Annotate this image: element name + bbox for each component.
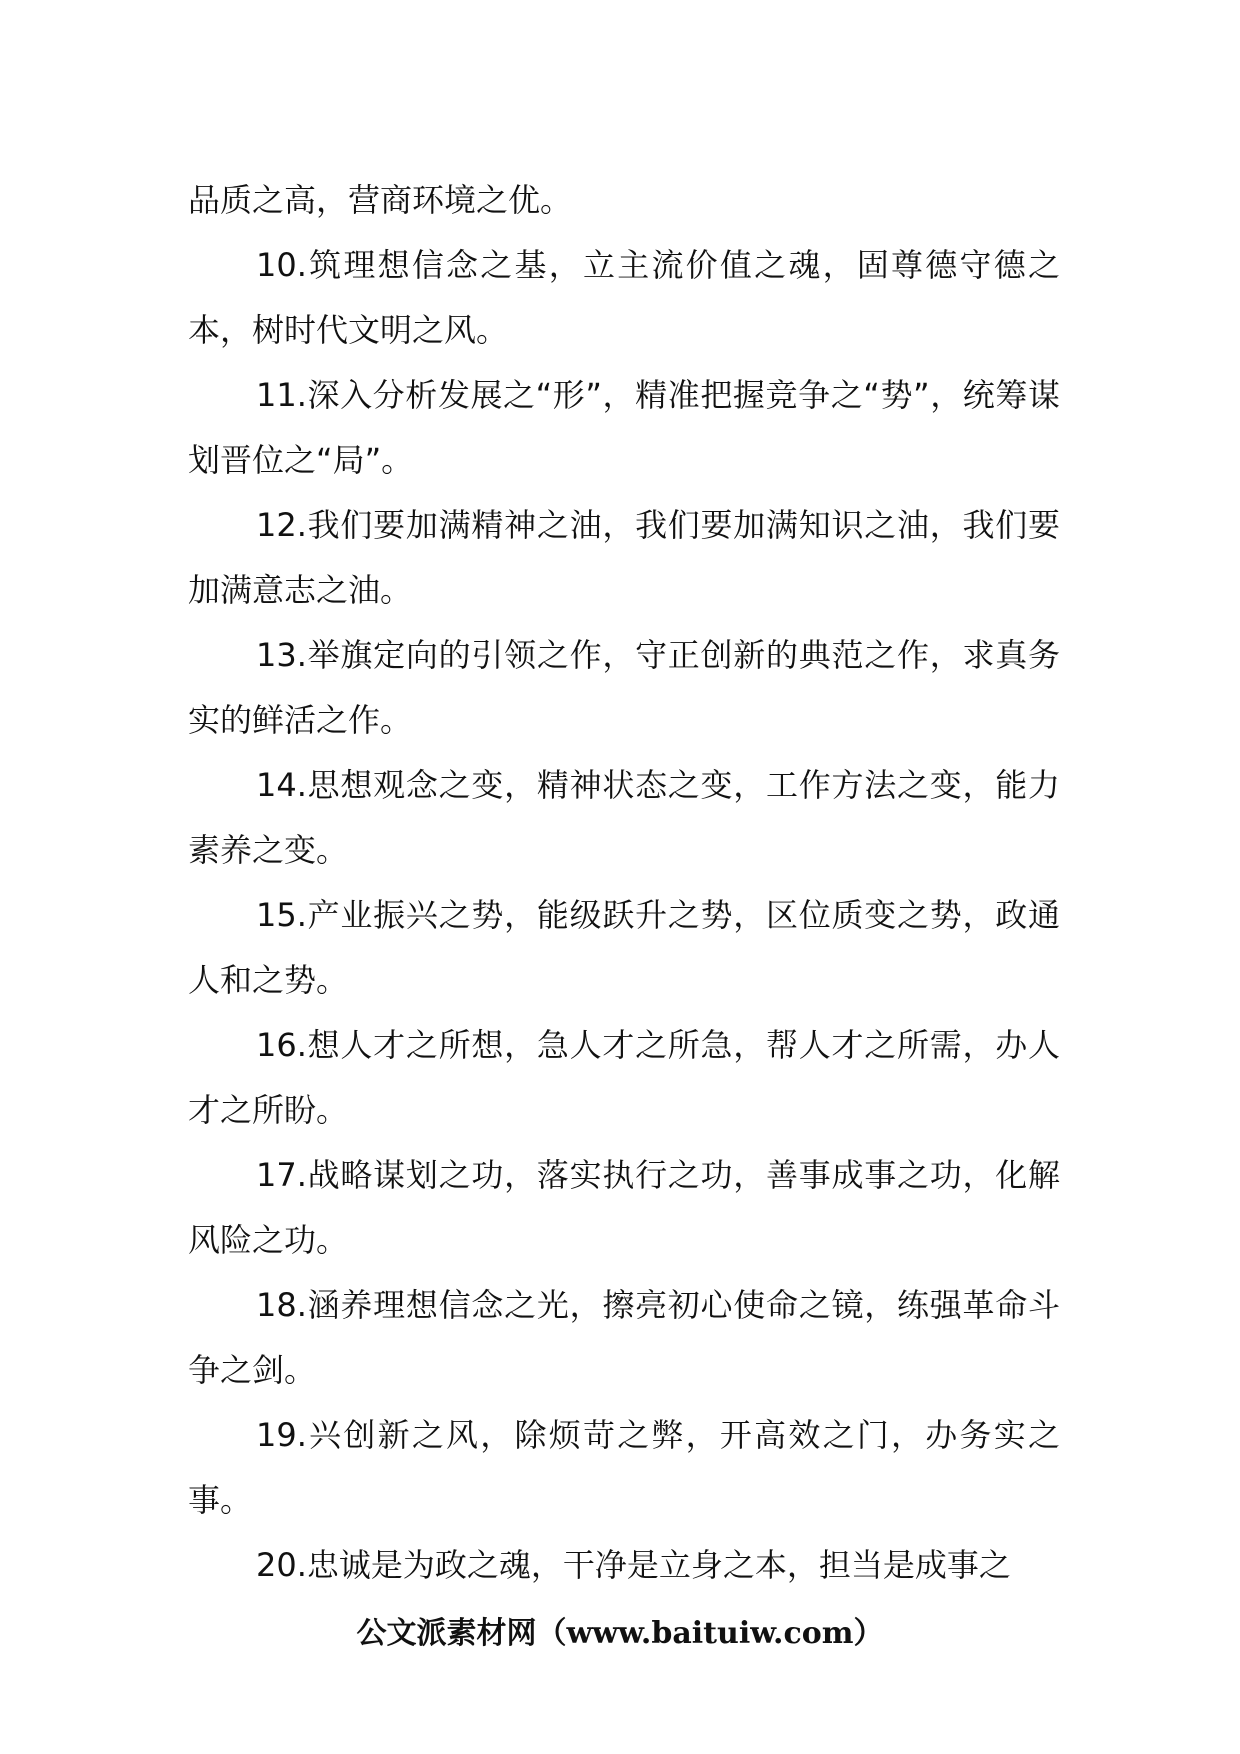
paragraph-item-10: 10.筑理想信念之基，立主流价值之魂，固尊德守德之本，树时代文明之风。 [188, 246, 1060, 349]
paragraph-item-15: 15.产业振兴之势，能级跃升之势，区位质变之势，政通人和之势。 [188, 896, 1060, 999]
paragraph-item-16: 16.想人才之所想，急人才之所急，帮人才之所需，办人才之所盼。 [188, 1026, 1060, 1129]
paragraph-item-18: 18.涵养理想信念之光，擦亮初心使命之镜，练强革命斗争之剑。 [188, 1286, 1060, 1389]
paragraph-item-11: 11.深入分析发展之“形”，精准把握竞争之“势”，统筹谋划晋位之“局”。 [188, 376, 1060, 479]
document-body [188, 168, 1060, 1598]
paragraph-item-12: 12.我们要加满精神之油，我们要加满知识之油，我们要加满意志之油。 [188, 506, 1060, 609]
paragraph-item-14: 14.思想观念之变，精神状态之变，工作方法之变，能力素养之变。 [188, 766, 1060, 869]
footer-watermark-text: 公文派素材网（www.baituiw.com） [356, 1616, 884, 1651]
paragraph-item-13: 13.举旗定向的引领之作，守正创新的典范之作，求真务实的鲜活之作。 [188, 636, 1060, 739]
paragraph-item-20: 20.忠诚是为政之魂，干净是立身之本，担当是成事之 [256, 1546, 1011, 1584]
paragraph-item-19: 19.兴创新之风，除烦苛之弊，开高效之门，办务实之事。 [188, 1416, 1060, 1519]
paragraph-item-17: 17.战略谋划之功，落实执行之功，善事成事之功，化解风险之功。 [188, 1156, 1060, 1259]
paragraph-continuation: 品质之高，营商环境之优。 [188, 181, 573, 219]
